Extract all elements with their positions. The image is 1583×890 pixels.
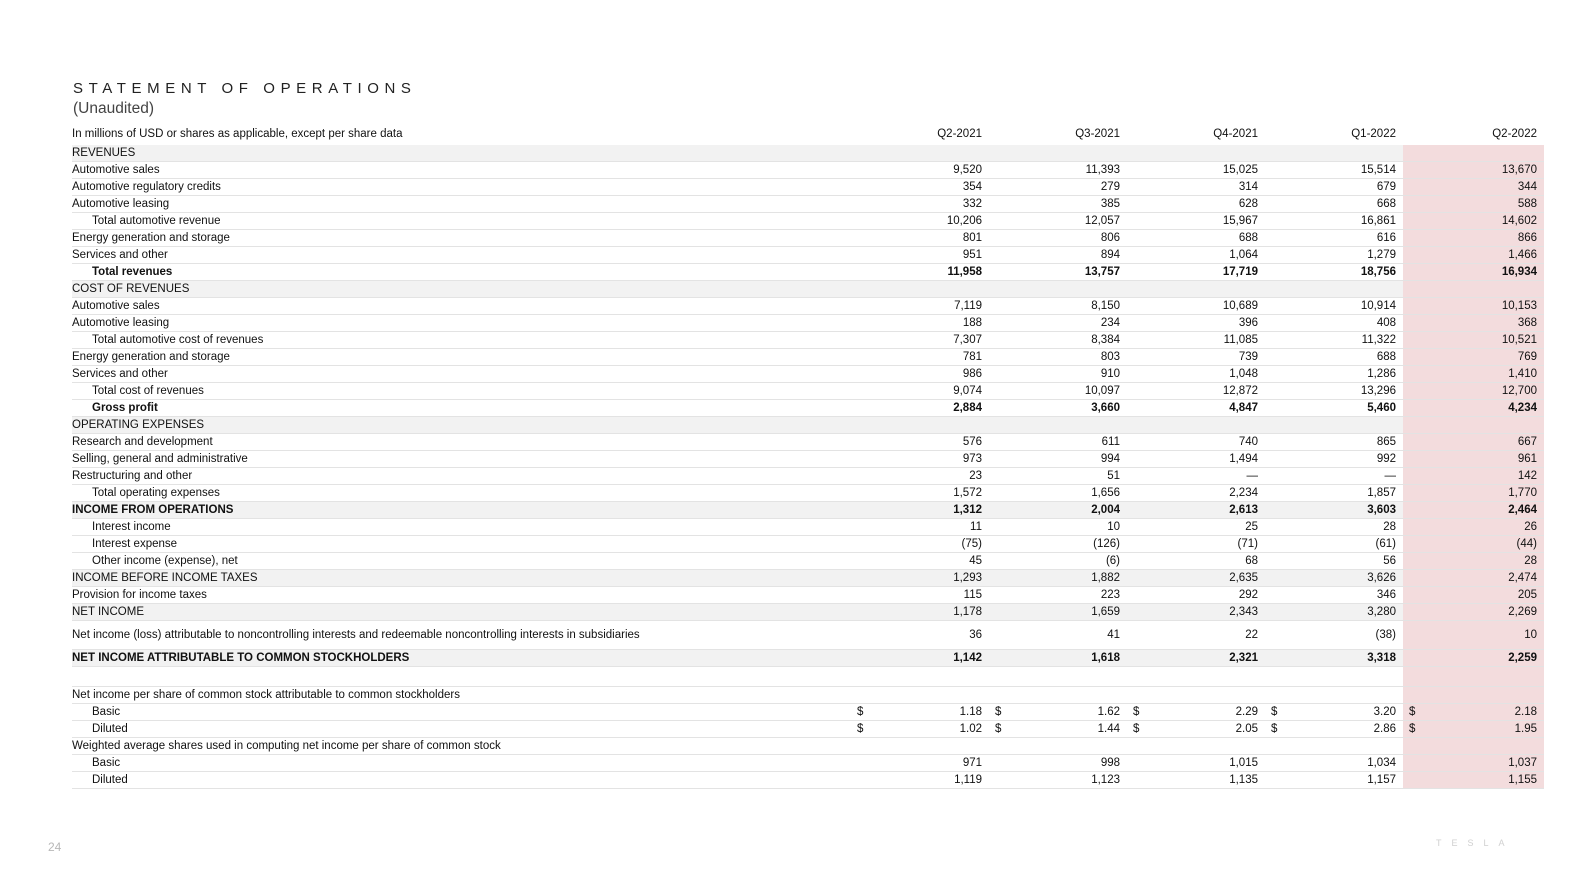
- value-text: 2.86: [1373, 722, 1396, 735]
- row-value: 3,603: [1265, 501, 1403, 518]
- column-header: Q4-2021: [1127, 125, 1265, 144]
- row-value: [1403, 737, 1544, 754]
- row-value: [989, 416, 1127, 433]
- row-value: 8,150: [989, 297, 1127, 314]
- row-value: [989, 144, 1127, 161]
- currency-symbol: $: [857, 722, 864, 735]
- table-row: [72, 535, 1544, 552]
- row-label: INCOME FROM OPERATIONS: [72, 501, 851, 518]
- row-value: 10,521: [1403, 331, 1544, 348]
- row-value: [1127, 737, 1265, 754]
- row-value: 234: [989, 314, 1127, 331]
- row-value: [1265, 144, 1403, 161]
- value-text: 3.20: [1373, 705, 1396, 718]
- row-value: 188: [851, 314, 989, 331]
- statement-of-operations-table: [72, 125, 1544, 789]
- row-value: 56: [1265, 552, 1403, 569]
- row-value: [1403, 666, 1544, 686]
- currency-symbol: $: [857, 705, 864, 718]
- row-value: 8,384: [989, 331, 1127, 348]
- table-row: [72, 297, 1544, 314]
- table-row: [72, 518, 1544, 535]
- table-row: [72, 737, 1544, 754]
- table-row: [72, 603, 1544, 620]
- row-value: 368: [1403, 314, 1544, 331]
- row-value: 865: [1265, 433, 1403, 450]
- row-value: 803: [989, 348, 1127, 365]
- row-value: 1,135: [1127, 771, 1265, 788]
- row-label: Diluted: [72, 720, 851, 737]
- row-value: 10,153: [1403, 297, 1544, 314]
- row-value: 973: [851, 450, 989, 467]
- row-value: 588: [1403, 195, 1544, 212]
- row-value: [1265, 737, 1403, 754]
- table-row: [72, 467, 1544, 484]
- table-row: [72, 280, 1544, 297]
- row-value: [1127, 144, 1265, 161]
- row-value: [1403, 686, 1544, 703]
- row-value: 1,466: [1403, 246, 1544, 263]
- table-row: [72, 771, 1544, 788]
- row-value: [989, 737, 1127, 754]
- row-value: 25: [1127, 518, 1265, 535]
- row-value: 45: [851, 552, 989, 569]
- row-value: 2,474: [1403, 569, 1544, 586]
- table-row: [72, 416, 1544, 433]
- row-value: 2,234: [1127, 484, 1265, 501]
- row-value: 1,293: [851, 569, 989, 586]
- page-title: STATEMENT OF OPERATIONS: [73, 80, 417, 97]
- page-number: 24: [48, 840, 62, 854]
- table-row: [72, 666, 1544, 686]
- row-value: 781: [851, 348, 989, 365]
- row-label: [72, 666, 851, 686]
- row-value: [1403, 280, 1544, 297]
- row-value: 667: [1403, 433, 1544, 450]
- row-value: 1,286: [1265, 365, 1403, 382]
- row-value: 36: [851, 620, 989, 649]
- row-label: OPERATING EXPENSES: [72, 416, 851, 433]
- row-label: Weighted average shares used in computing net income per share of common stock: [72, 737, 851, 754]
- row-label: Services and other: [72, 246, 851, 263]
- row-value: 10: [1403, 620, 1544, 649]
- row-value: [989, 703, 1127, 720]
- value-text: 1.44: [1097, 722, 1120, 735]
- row-value: [1127, 720, 1265, 737]
- table-row: [72, 703, 1544, 720]
- row-value: 2,321: [1127, 649, 1265, 666]
- row-value: 7,307: [851, 331, 989, 348]
- row-value: 11,393: [989, 161, 1127, 178]
- currency-symbol: $: [995, 722, 1002, 735]
- row-value: 10,097: [989, 382, 1127, 399]
- row-value: 332: [851, 195, 989, 212]
- table-row: [72, 433, 1544, 450]
- row-value: 739: [1127, 348, 1265, 365]
- table-row: [72, 754, 1544, 771]
- row-value: 16,861: [1265, 212, 1403, 229]
- row-value: 12,700: [1403, 382, 1544, 399]
- row-value: [1265, 686, 1403, 703]
- units-label: In millions of USD or shares as applicable, except per share data: [72, 125, 851, 144]
- row-value: [1403, 703, 1544, 720]
- row-value: [1265, 280, 1403, 297]
- row-value: 396: [1127, 314, 1265, 331]
- row-value: 992: [1265, 450, 1403, 467]
- row-value: [1403, 144, 1544, 161]
- row-label: Total operating expenses: [72, 484, 851, 501]
- row-label: REVENUES: [72, 144, 851, 161]
- row-label: COST OF REVENUES: [72, 280, 851, 297]
- row-value: 998: [989, 754, 1127, 771]
- column-header: Q1-2022: [1265, 125, 1403, 144]
- row-value: 13,670: [1403, 161, 1544, 178]
- row-value: 986: [851, 365, 989, 382]
- row-value: [1265, 720, 1403, 737]
- row-value: 1,882: [989, 569, 1127, 586]
- row-value: [1127, 416, 1265, 433]
- row-value: 10,914: [1265, 297, 1403, 314]
- row-value: 142: [1403, 467, 1544, 484]
- table-header-row: [72, 125, 1544, 144]
- row-value: 576: [851, 433, 989, 450]
- row-value: 7,119: [851, 297, 989, 314]
- row-value: 1,015: [1127, 754, 1265, 771]
- row-value: 223: [989, 586, 1127, 603]
- row-value: 1,119: [851, 771, 989, 788]
- row-value: 1,656: [989, 484, 1127, 501]
- row-label: Total automotive revenue: [72, 212, 851, 229]
- row-value: 15,025: [1127, 161, 1265, 178]
- row-value: (126): [989, 535, 1127, 552]
- tesla-logo: TESLA: [1436, 838, 1515, 848]
- row-value: 5,460: [1265, 399, 1403, 416]
- row-value: 1,155: [1403, 771, 1544, 788]
- row-value: 11,322: [1265, 331, 1403, 348]
- row-value: [989, 720, 1127, 737]
- currency-symbol: $: [1271, 722, 1278, 735]
- row-value: —: [1265, 467, 1403, 484]
- row-value: 3,318: [1265, 649, 1403, 666]
- currency-symbol: $: [1271, 705, 1278, 718]
- row-value: 1,123: [989, 771, 1127, 788]
- row-value: 994: [989, 450, 1127, 467]
- table-row: [72, 178, 1544, 195]
- table-row: [72, 686, 1544, 703]
- row-value: 16,934: [1403, 263, 1544, 280]
- row-value: (71): [1127, 535, 1265, 552]
- row-value: 9,074: [851, 382, 989, 399]
- currency-symbol: $: [1133, 722, 1140, 735]
- row-value: 23: [851, 467, 989, 484]
- row-value: [851, 720, 989, 737]
- row-value: 806: [989, 229, 1127, 246]
- row-value: 1,064: [1127, 246, 1265, 263]
- row-value: 611: [989, 433, 1127, 450]
- row-value: 1,037: [1403, 754, 1544, 771]
- row-label: Net income per share of common stock attributable to common stockholders: [72, 686, 851, 703]
- currency-symbol: $: [1409, 722, 1416, 735]
- row-label: Automotive leasing: [72, 195, 851, 212]
- table-row: [72, 720, 1544, 737]
- row-value: 2,259: [1403, 649, 1544, 666]
- row-label: Automotive sales: [72, 161, 851, 178]
- value-text: 2.05: [1235, 722, 1258, 735]
- row-value: (38): [1265, 620, 1403, 649]
- row-value: 2,464: [1403, 501, 1544, 518]
- table-row: [72, 263, 1544, 280]
- row-label: Automotive leasing: [72, 314, 851, 331]
- row-value: 2,004: [989, 501, 1127, 518]
- row-value: 4,847: [1127, 399, 1265, 416]
- row-value: 205: [1403, 586, 1544, 603]
- row-value: [1265, 666, 1403, 686]
- row-value: 1,659: [989, 603, 1127, 620]
- row-value: 18,756: [1265, 263, 1403, 280]
- table-row: [72, 586, 1544, 603]
- value-text: 1.02: [959, 722, 982, 735]
- table-row: [72, 501, 1544, 518]
- table-row: [72, 552, 1544, 569]
- row-value: 2,613: [1127, 501, 1265, 518]
- row-value: 1,618: [989, 649, 1127, 666]
- row-value: 115: [851, 586, 989, 603]
- row-label: Basic: [72, 703, 851, 720]
- row-value: 679: [1265, 178, 1403, 195]
- table-row: [72, 229, 1544, 246]
- row-label: Services and other: [72, 365, 851, 382]
- row-value: 292: [1127, 586, 1265, 603]
- row-value: (75): [851, 535, 989, 552]
- row-value: 28: [1265, 518, 1403, 535]
- row-value: 3,660: [989, 399, 1127, 416]
- row-label: Restructuring and other: [72, 467, 851, 484]
- currency-symbol: $: [995, 705, 1002, 718]
- table-row: [72, 399, 1544, 416]
- row-label: Net income (loss) attributable to noncontrolling interests and redeemable noncontrolling interests in subsidiaries: [72, 620, 851, 649]
- table-row: [72, 382, 1544, 399]
- row-value: 12,872: [1127, 382, 1265, 399]
- row-value: 11: [851, 518, 989, 535]
- row-value: 26: [1403, 518, 1544, 535]
- table-row: [72, 161, 1544, 178]
- row-value: 17,719: [1127, 263, 1265, 280]
- row-value: 1,494: [1127, 450, 1265, 467]
- row-label: Diluted: [72, 771, 851, 788]
- row-value: 1,157: [1265, 771, 1403, 788]
- row-value: 740: [1127, 433, 1265, 450]
- row-label: Interest expense: [72, 535, 851, 552]
- row-value: [851, 416, 989, 433]
- row-value: 866: [1403, 229, 1544, 246]
- row-value: 1,410: [1403, 365, 1544, 382]
- row-value: [1403, 720, 1544, 737]
- row-value: 801: [851, 229, 989, 246]
- value-text: 1.18: [959, 705, 982, 718]
- row-value: 1,312: [851, 501, 989, 518]
- row-value: [989, 686, 1127, 703]
- row-value: 354: [851, 178, 989, 195]
- row-label: Provision for income taxes: [72, 586, 851, 603]
- page-subtitle: (Unaudited): [73, 100, 154, 117]
- row-value: 1,178: [851, 603, 989, 620]
- row-value: 68: [1127, 552, 1265, 569]
- row-label: Research and development: [72, 433, 851, 450]
- row-value: 1,770: [1403, 484, 1544, 501]
- row-value: 2,343: [1127, 603, 1265, 620]
- row-value: 1,048: [1127, 365, 1265, 382]
- row-label: Interest income: [72, 518, 851, 535]
- column-header: Q3-2021: [989, 125, 1127, 144]
- row-value: [851, 280, 989, 297]
- row-value: [851, 737, 989, 754]
- row-value: [1265, 416, 1403, 433]
- table-row: [72, 331, 1544, 348]
- table-row: [72, 195, 1544, 212]
- row-value: (6): [989, 552, 1127, 569]
- row-value: 28: [1403, 552, 1544, 569]
- table-row: [72, 649, 1544, 666]
- row-value: 971: [851, 754, 989, 771]
- row-value: 1,034: [1265, 754, 1403, 771]
- row-label: Total cost of revenues: [72, 382, 851, 399]
- row-value: 961: [1403, 450, 1544, 467]
- row-value: [989, 280, 1127, 297]
- row-value: 4,234: [1403, 399, 1544, 416]
- row-label: Automotive regulatory credits: [72, 178, 851, 195]
- row-label: Energy generation and storage: [72, 348, 851, 365]
- row-value: 910: [989, 365, 1127, 382]
- row-value: [1127, 666, 1265, 686]
- row-value: 279: [989, 178, 1127, 195]
- value-text: 1.62: [1097, 705, 1120, 718]
- row-value: 15,967: [1127, 212, 1265, 229]
- row-label: Total automotive cost of revenues: [72, 331, 851, 348]
- row-value: 628: [1127, 195, 1265, 212]
- row-value: [1265, 703, 1403, 720]
- row-value: 1,279: [1265, 246, 1403, 263]
- row-value: [1127, 686, 1265, 703]
- row-value: 2,269: [1403, 603, 1544, 620]
- row-value: 15,514: [1265, 161, 1403, 178]
- row-value: 408: [1265, 314, 1403, 331]
- row-value: 51: [989, 467, 1127, 484]
- row-value: 13,757: [989, 263, 1127, 280]
- row-value: [1127, 280, 1265, 297]
- row-value: 14,602: [1403, 212, 1544, 229]
- currency-symbol: $: [1409, 705, 1416, 718]
- table-row: [72, 246, 1544, 263]
- table-row: [72, 314, 1544, 331]
- table-row: [72, 348, 1544, 365]
- column-header: Q2-2021: [851, 125, 989, 144]
- row-value: [851, 144, 989, 161]
- currency-symbol: $: [1133, 705, 1140, 718]
- row-label: INCOME BEFORE INCOME TAXES: [72, 569, 851, 586]
- row-value: 10,689: [1127, 297, 1265, 314]
- table-row: [72, 365, 1544, 382]
- row-value: 12,057: [989, 212, 1127, 229]
- table-body: [72, 144, 1544, 788]
- row-value: 3,280: [1265, 603, 1403, 620]
- row-label: Automotive sales: [72, 297, 851, 314]
- row-value: 2,884: [851, 399, 989, 416]
- row-value: (61): [1265, 535, 1403, 552]
- row-value: 1,572: [851, 484, 989, 501]
- row-value: 769: [1403, 348, 1544, 365]
- row-value: 11,958: [851, 263, 989, 280]
- row-value: 346: [1265, 586, 1403, 603]
- row-value: [1403, 416, 1544, 433]
- row-value: (44): [1403, 535, 1544, 552]
- table-row: [72, 569, 1544, 586]
- row-value: [989, 666, 1127, 686]
- table-row: [72, 450, 1544, 467]
- table-row: [72, 484, 1544, 501]
- table-row: [72, 620, 1544, 649]
- row-value: 41: [989, 620, 1127, 649]
- row-value: 314: [1127, 178, 1265, 195]
- row-value: 22: [1127, 620, 1265, 649]
- row-value: 11,085: [1127, 331, 1265, 348]
- row-value: 3,626: [1265, 569, 1403, 586]
- row-value: [851, 703, 989, 720]
- row-value: [1127, 703, 1265, 720]
- row-value: [851, 666, 989, 686]
- row-value: 894: [989, 246, 1127, 263]
- row-value: 10,206: [851, 212, 989, 229]
- row-value: 668: [1265, 195, 1403, 212]
- row-value: 616: [1265, 229, 1403, 246]
- row-value: [851, 686, 989, 703]
- row-label: Selling, general and administrative: [72, 450, 851, 467]
- row-label: NET INCOME ATTRIBUTABLE TO COMMON STOCKHOLDERS: [72, 649, 851, 666]
- row-value: 951: [851, 246, 989, 263]
- row-value: 2,635: [1127, 569, 1265, 586]
- value-text: 2.18: [1514, 705, 1537, 718]
- row-label: Gross profit: [72, 399, 851, 416]
- table-row: [72, 212, 1544, 229]
- row-value: 344: [1403, 178, 1544, 195]
- row-label: Basic: [72, 754, 851, 771]
- value-text: 2.29: [1235, 705, 1258, 718]
- row-value: 1,142: [851, 649, 989, 666]
- row-label: Other income (expense), net: [72, 552, 851, 569]
- row-value: 1,857: [1265, 484, 1403, 501]
- value-text: 1.95: [1514, 722, 1537, 735]
- row-value: 10: [989, 518, 1127, 535]
- row-label: Total revenues: [72, 263, 851, 280]
- row-label: Energy generation and storage: [72, 229, 851, 246]
- row-value: 688: [1265, 348, 1403, 365]
- row-value: —: [1127, 467, 1265, 484]
- row-value: 688: [1127, 229, 1265, 246]
- row-value: 9,520: [851, 161, 989, 178]
- table-row: [72, 144, 1544, 161]
- column-header: Q2-2022: [1403, 125, 1544, 144]
- row-value: 385: [989, 195, 1127, 212]
- row-value: 13,296: [1265, 382, 1403, 399]
- row-label: NET INCOME: [72, 603, 851, 620]
